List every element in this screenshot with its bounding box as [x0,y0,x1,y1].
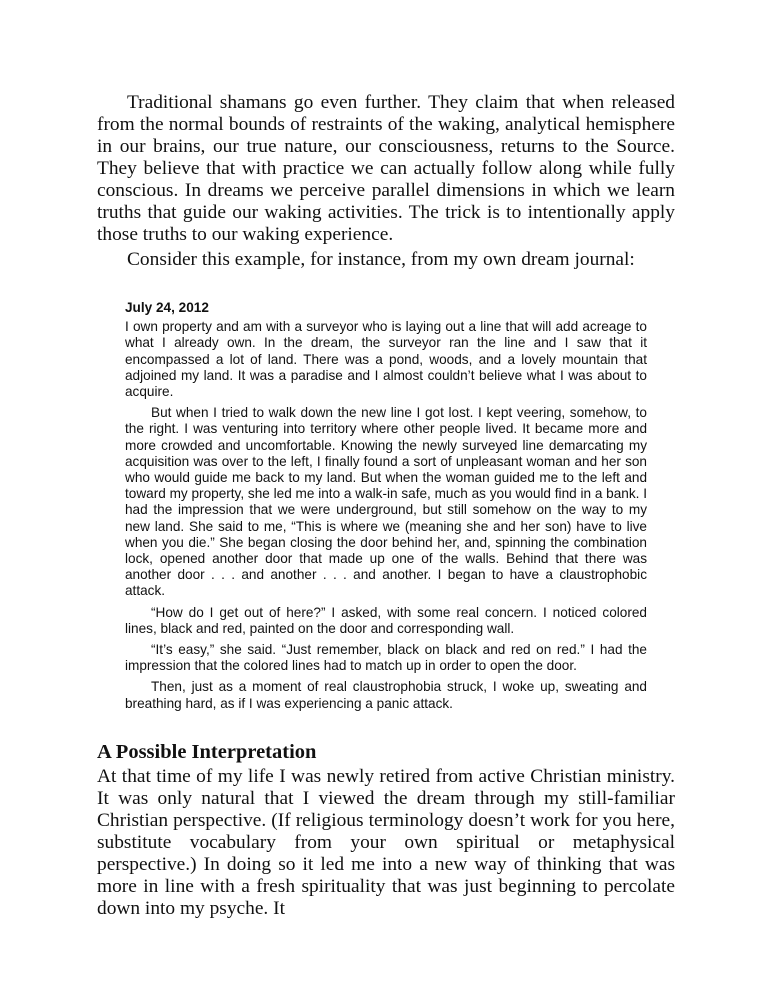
journal-date: July 24, 2012 [125,300,209,315]
journal-paragraph: Then, just as a moment of real claustrophobia struck, I woke up, sweating and breathing hard, as if I was experiencing a panic attack. [125,679,647,711]
journal-paragraph: But when I tried to walk down the new line I got lost. I kept veering, somehow, to the right. I was venturing into territory where other people lived. It became more and more crowded and uncomfortable. Knowing the newly surveyed line demarcating my acquisition was over to the left, I finally found a sort of unpleasant woman and her son who would guide me back to my land. But when the woman guided me to the left and toward my property, she led me into a walk-in safe, much as you would find in a bank. I had the impression that we were underground, but still somehow on the way to my new land. She said to me, “This is where we (meaning she and her son) have to live when you die.” She began closing the door behind her, and, spinning the combination lock, opened another door that made up one of the walls. Behind that there was another door . . . and another . . . and another. I began to have a claustrophobic attack. [125,405,647,599]
journal-paragraph: I own property and am with a surveyor who is laying out a line that will add acreage to what I already own. In the dream, the surveyor ran the line and I saw that it encompassed a lot of land. There was a pond, woods, and a lovely mountain that adjoined my land. It was a paradise and I almost couldn’t believe what I was about to acquire. [125,319,647,400]
consider-paragraph: Consider this example, for instance, from my own dream journal: [127,249,635,270]
section-heading: A Possible Interpretation [97,740,317,763]
journal-paragraph: “How do I get out of here?” I asked, with some real concern. I noticed colored lines, black and red, painted on the door and corresponding wall. [125,604,647,636]
journal-paragraph: “It’s easy,” she said. “Just remember, black on black and red on red.” I had the impression that the colored lines had to match up in order to open the door. [125,642,647,674]
interpretation-paragraph: At that time of my life I was newly retired from active Christian ministry. It was only natural that I viewed the dream through my still-familiar Christian perspective. (If religious terminology doesn’t work for you here, substitute vocabulary from your own spiritual or metaphysical perspective.) In doing so it led me into a new way of thinking that was more in line with a fresh spirituality that was just beginning to percolate down into my psyche. It [97,765,675,919]
dream-journal-excerpt [125,300,647,712]
document-page [97,0,675,920]
intro-paragraph: Traditional shamans go even further. They claim that when released from the normal bounds of restraints of the waking, analytical hemisphere in our brains, our true nature, our consciousness, returns to the Source. They believe that with practice we can actually follow along while fully conscious. In dreams we perceive parallel dimensions in which we learn truths that guide our waking activities. The trick is to intentionally apply those truths to our waking experience. [97,92,675,245]
